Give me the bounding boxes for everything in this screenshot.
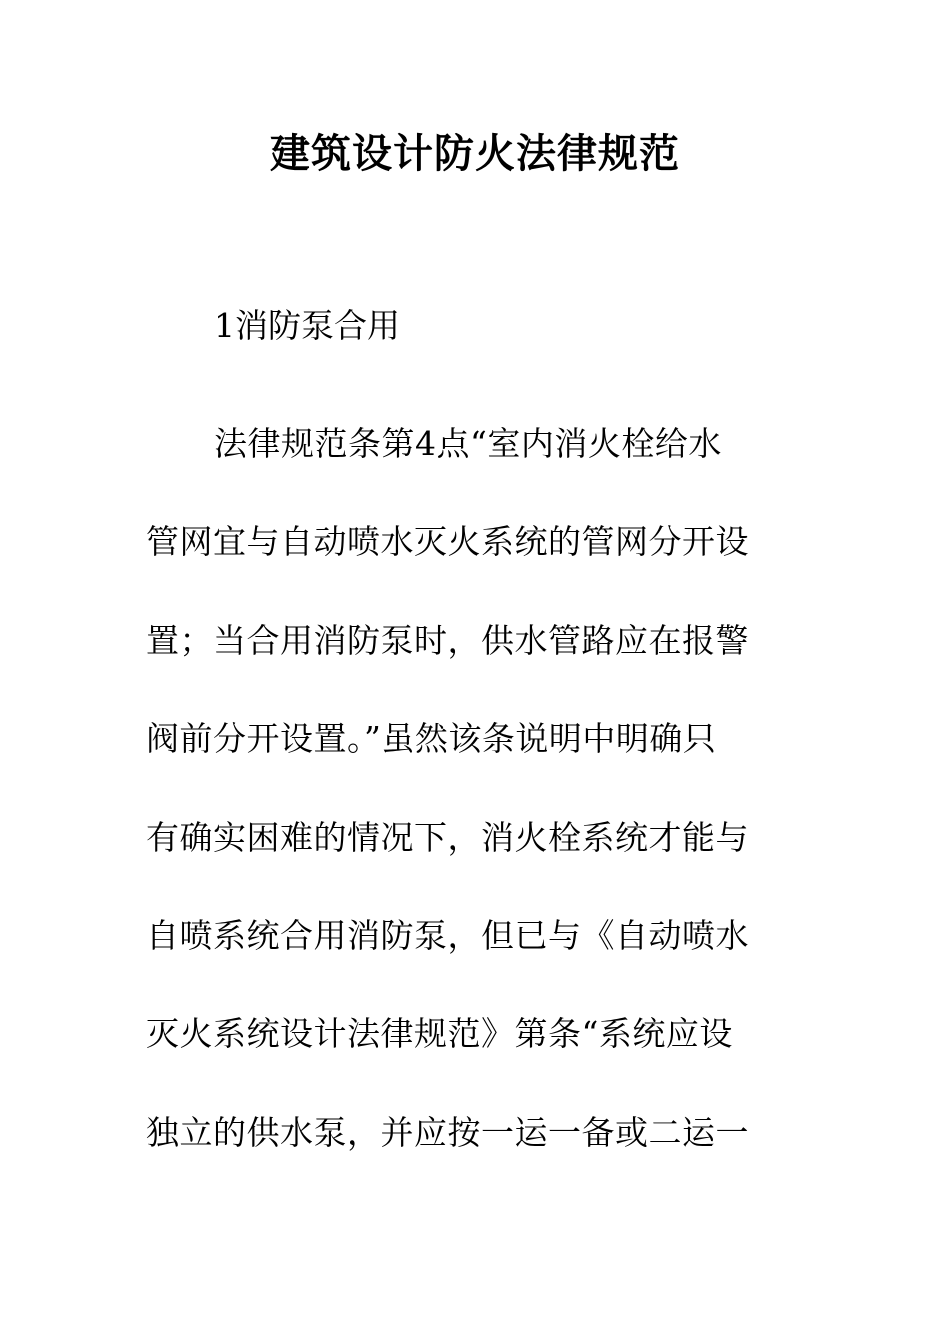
body-line: 阀前分开设置。”虽然该条说明中明确只 bbox=[146, 719, 717, 759]
body-line: 置；当合用消防泵时，供水管路应在报警 bbox=[146, 620, 749, 660]
body-paragraph bbox=[146, 395, 786, 1182]
document-title: 建筑设计防火法律规范 bbox=[270, 130, 680, 177]
body-line: 管网宜与自动喷水灭火系统的管网分开设 bbox=[146, 522, 749, 562]
body-line: 独立的供水泵，并应按一运一备或二运一 bbox=[146, 1112, 749, 1152]
body-line: 法律规范条第4点“室内消火栓给水 bbox=[214, 424, 722, 463]
body-line: 有确实困难的情况下，消火栓系统才能与 bbox=[146, 817, 749, 857]
section-heading: 1消防泵合用 bbox=[214, 306, 400, 345]
body-line: 灭火系统设计法律规范》第条“系统应设 bbox=[146, 1014, 733, 1054]
body-line: 自喷系统合用消防泵，但已与《自动喷水 bbox=[146, 915, 749, 955]
